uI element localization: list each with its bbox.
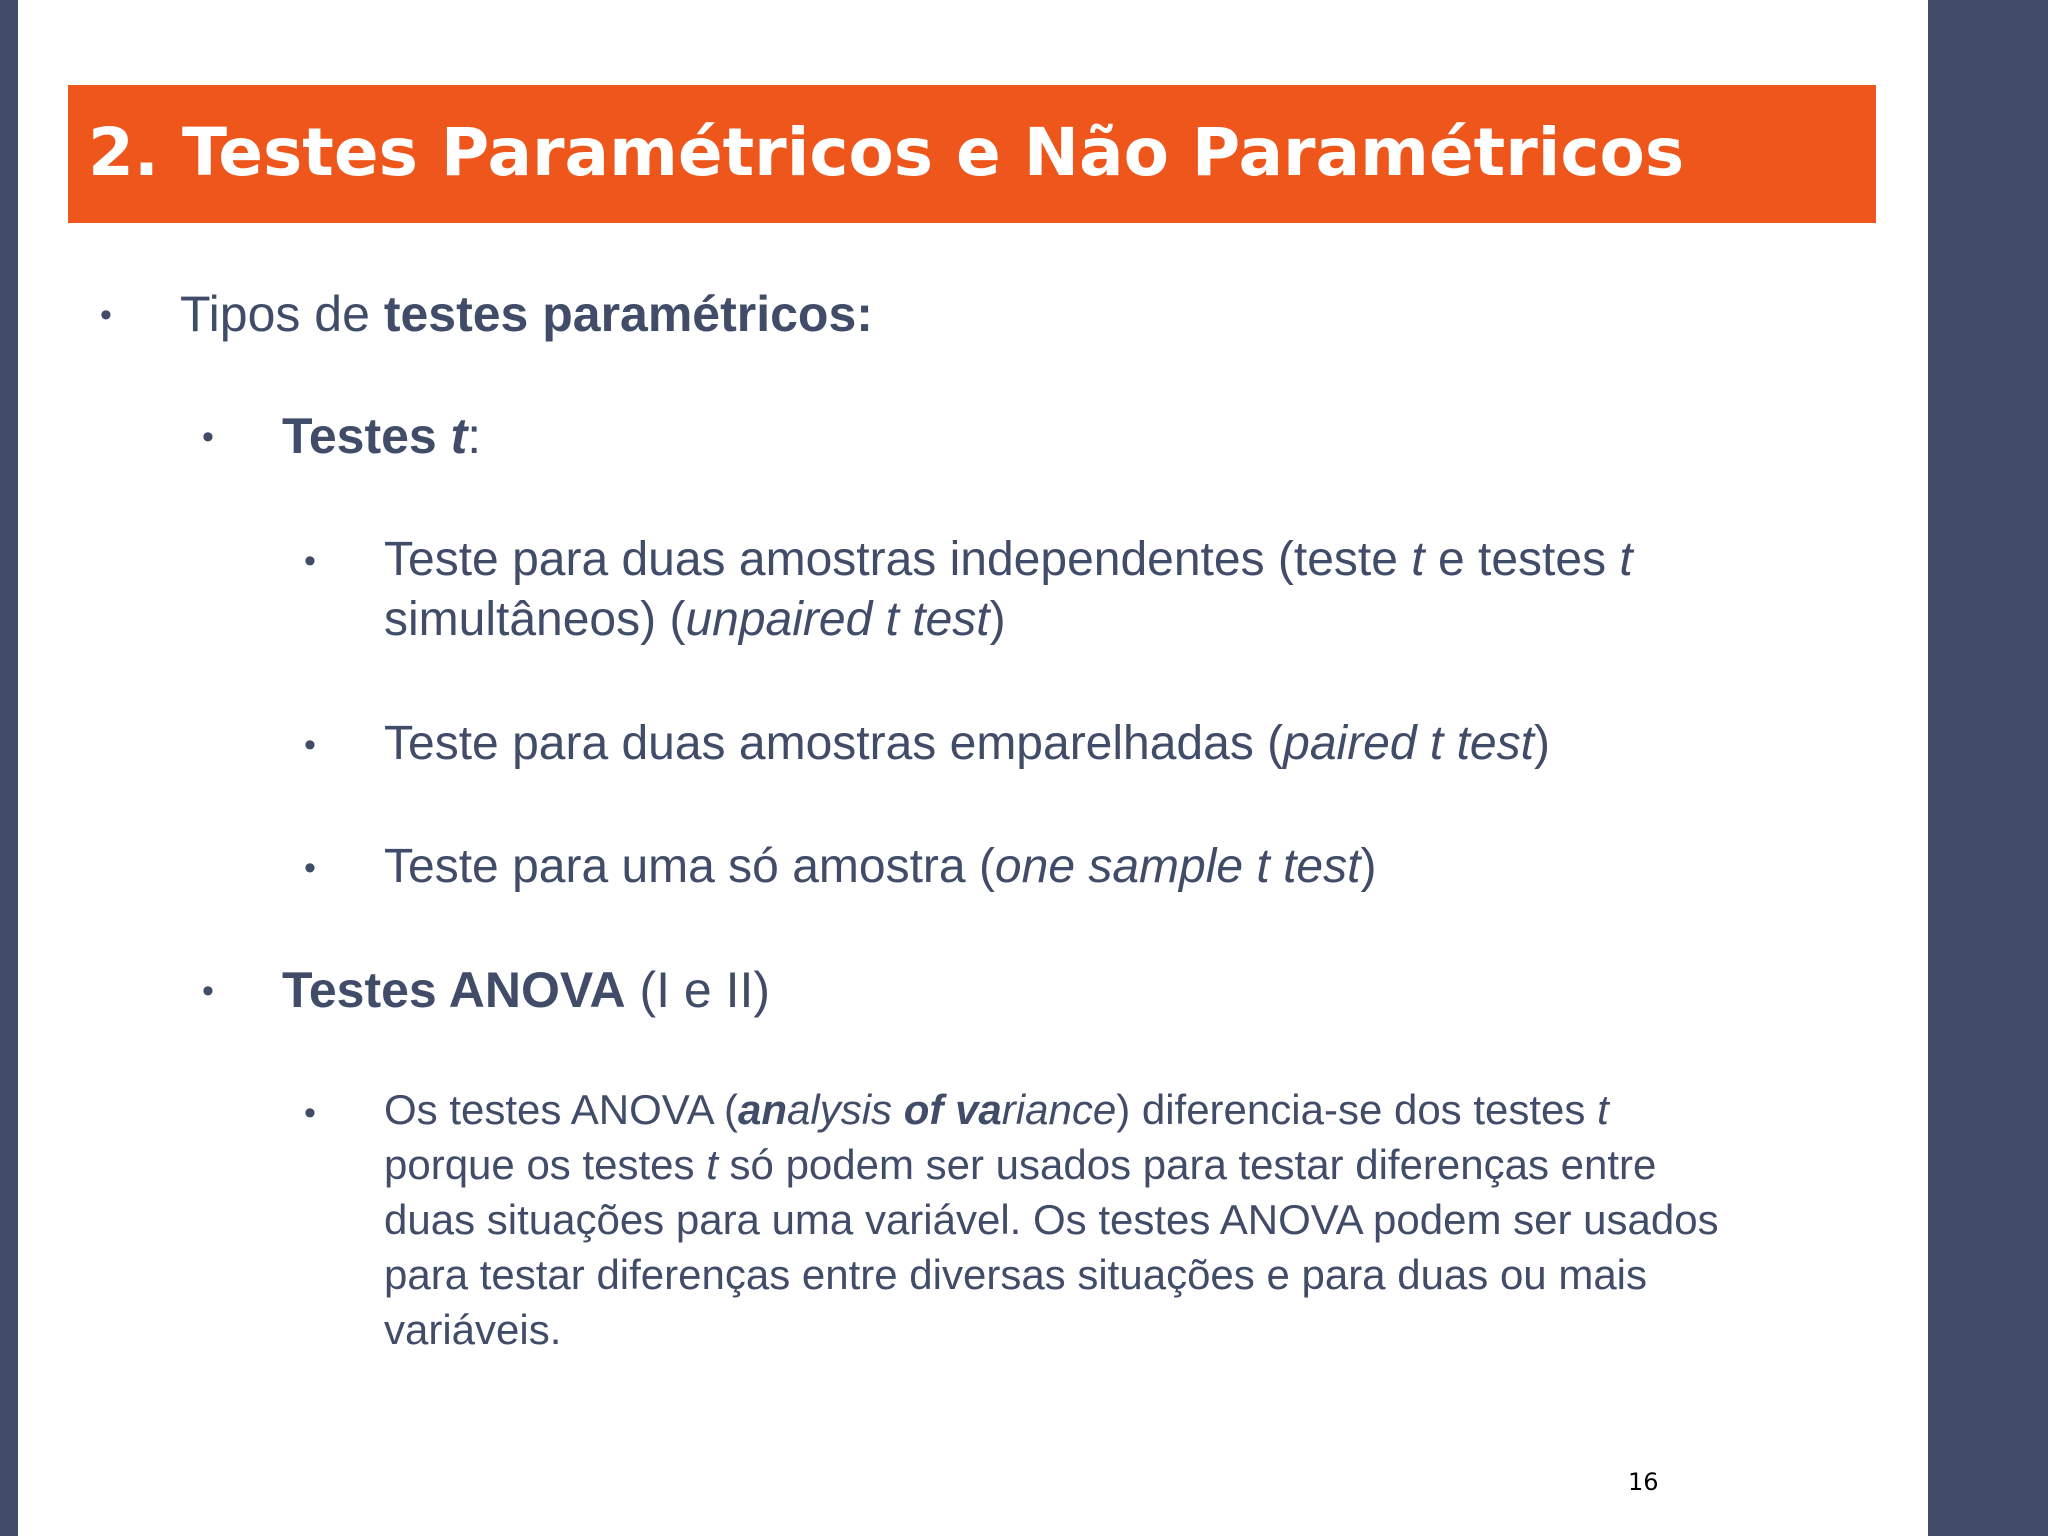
bullet-anova-descricao: Os testes ANOVA (analysis of variance) diferencia-se dos testes t porque os testes t só podem ser usados para testar diferenças entre duas situações para uma variável. Os testes ANOVA podem ser usados para testar diferenças entre diversas situações e para duas ou mais variáveis. — [384, 1086, 1719, 1353]
bullet-independentes: Teste para duas amostras independentes (teste t e testes t simultâneos) (unpaired t test) — [384, 533, 1633, 646]
bullet-marker: • — [304, 726, 316, 764]
bullet-marker: • — [304, 849, 316, 887]
title-bar — [68, 85, 1876, 223]
bullet-testes-anova: Testes ANOVA (I e II) — [282, 962, 771, 1018]
bullet-marker: • — [100, 296, 112, 334]
page-number: 16 — [1628, 1468, 1659, 1496]
bullet-tipos: Tipos de testes paramétricos: — [180, 286, 873, 342]
bullet-marker: • — [304, 1094, 316, 1132]
bullet-uma-amostra: Teste para uma só amostra (one sample t test) — [384, 840, 1377, 893]
bullet-marker: • — [202, 418, 214, 456]
slide-title: 2. Testes Paramétricos e Não Paramétricos — [88, 114, 1685, 191]
bullet-marker: • — [304, 542, 316, 580]
bullet-emparelhadas: Teste para duas amostras emparelhadas (paired t test) — [384, 717, 1550, 770]
slide — [18, 0, 1928, 1536]
bullet-testes-t: Testes t: — [282, 408, 482, 464]
bullet-marker: • — [202, 972, 214, 1010]
